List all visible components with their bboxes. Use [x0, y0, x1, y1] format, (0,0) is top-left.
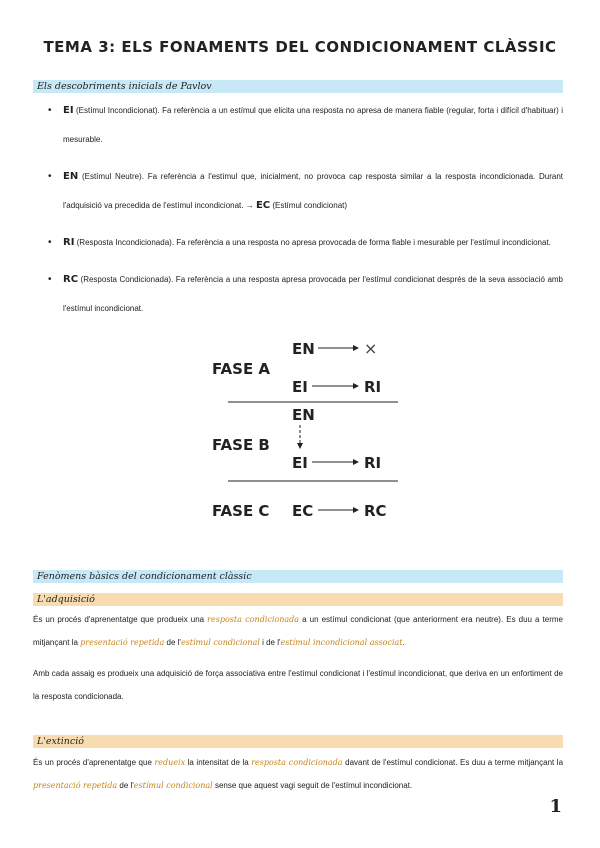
definition-text: (Resposta Incondicionada). Fa referència a una resposta no apresa provocada de forma fiable i mesurable per l'estímul incondicionat. [74, 238, 551, 247]
cross-icon: × [364, 339, 378, 358]
section-heading-fenomens [33, 570, 563, 583]
text: a un estímul condicionat (que anteriorment era neutre). Es duu a terme mitjançant la [33, 615, 563, 647]
text: la intensitat de la [185, 758, 252, 767]
definition-text: (Estímul Neutre). Fa referència a l'estímul que, inicialment, no provoca cap resposta similar a la resposta incondicionada. Durant l'adquisició va precedida de l'estímul incondicionat. → [63, 172, 563, 210]
subheading-extincio [33, 735, 563, 748]
text: És un procés d'aprenentatge que [33, 758, 155, 767]
abbr-ei: EI [63, 105, 74, 116]
abbr-ri: RI [63, 237, 75, 248]
phase-c-rc: RC [364, 502, 387, 520]
text: de l' [117, 781, 134, 790]
phase-a-ei: EI [292, 378, 308, 396]
list-item-en [33, 162, 563, 220]
highlight: presentació repetida [80, 638, 165, 647]
list-item-ei [33, 96, 563, 154]
paragraph-extincio [33, 751, 563, 797]
definition-text: (Resposta Condicionada). Fa referència a una resposta apresa provocada per l'estímul condicionat després de la seva associació amb l'estímul incondicionat. [63, 275, 563, 313]
section-heading-text: Els descobriments inicials de Pavlov [37, 81, 212, 92]
subheading-text: L'extinció [37, 736, 84, 747]
phase-a-label: FASE A [212, 360, 271, 378]
section-heading-pavlov [33, 80, 563, 93]
abbr-en: EN [63, 171, 79, 182]
subheading-text: L'adquisició [37, 594, 95, 605]
abbr-rc: RC [63, 274, 79, 285]
section-heading-text: Fenòmens bàsics del condicionament clàssic [37, 571, 252, 582]
paragraph-adquisicio [33, 608, 563, 654]
text: sense que aquest vagi seguit de l'estímul incondicionat. [212, 781, 413, 790]
text: i de l' [259, 638, 281, 647]
conditioning-diagram [200, 334, 410, 530]
text: . [402, 638, 405, 647]
highlight: estímul condicional [180, 638, 260, 647]
subheading-adquisicio [33, 593, 563, 606]
highlight: estímul condicional [133, 781, 213, 790]
highlight: resposta condicionada [207, 615, 300, 624]
phase-c-label: FASE C [212, 502, 270, 520]
phase-b-label: FASE B [212, 436, 270, 454]
page-title: TEMA 3: ELS FONAMENTS DEL CONDICIONAMENT CLÀSSIC [43, 38, 557, 56]
page-number: 1 [549, 796, 562, 817]
phase-c-ec: EC [292, 502, 314, 520]
phase-b-en: EN [292, 406, 315, 424]
text: davant de l'estímul condicionat. Es duu a terme mitjançant la [342, 758, 564, 767]
highlight: redueix [154, 758, 186, 767]
definition-text: (Estímul Incondicionat). Fa referència a un estímul que elicita una resposta no apresa de manera fiable (regular, forta i difícil d'habituar) i mesurable. [63, 106, 563, 144]
abbr-ec: EC [255, 200, 271, 211]
definition-text: (Estímul condicionat) [270, 201, 348, 210]
phase-a-en: EN [292, 340, 315, 358]
text: És un procés d'aprenentatge que produeix una [33, 615, 208, 624]
highlight: resposta condicionada [251, 758, 343, 767]
paragraph-adquisicio-2: Amb cada assaig es produeix una adquisició de força associativa entre l'estímul condicionat i l'estímul incondicionat, que deriva en un enfortiment de la resposta condicionada. [33, 669, 563, 701]
text: de l' [164, 638, 181, 647]
list-item-rc [33, 265, 563, 323]
definitions-list [33, 96, 563, 331]
list-item-ri [33, 228, 563, 257]
highlight: presentació repetida [33, 781, 118, 790]
phase-b-ri: RI [364, 454, 382, 472]
phase-a-ri: RI [364, 378, 382, 396]
highlight: estímul incondicional associat [280, 638, 403, 647]
phase-b-ei: EI [292, 454, 308, 472]
